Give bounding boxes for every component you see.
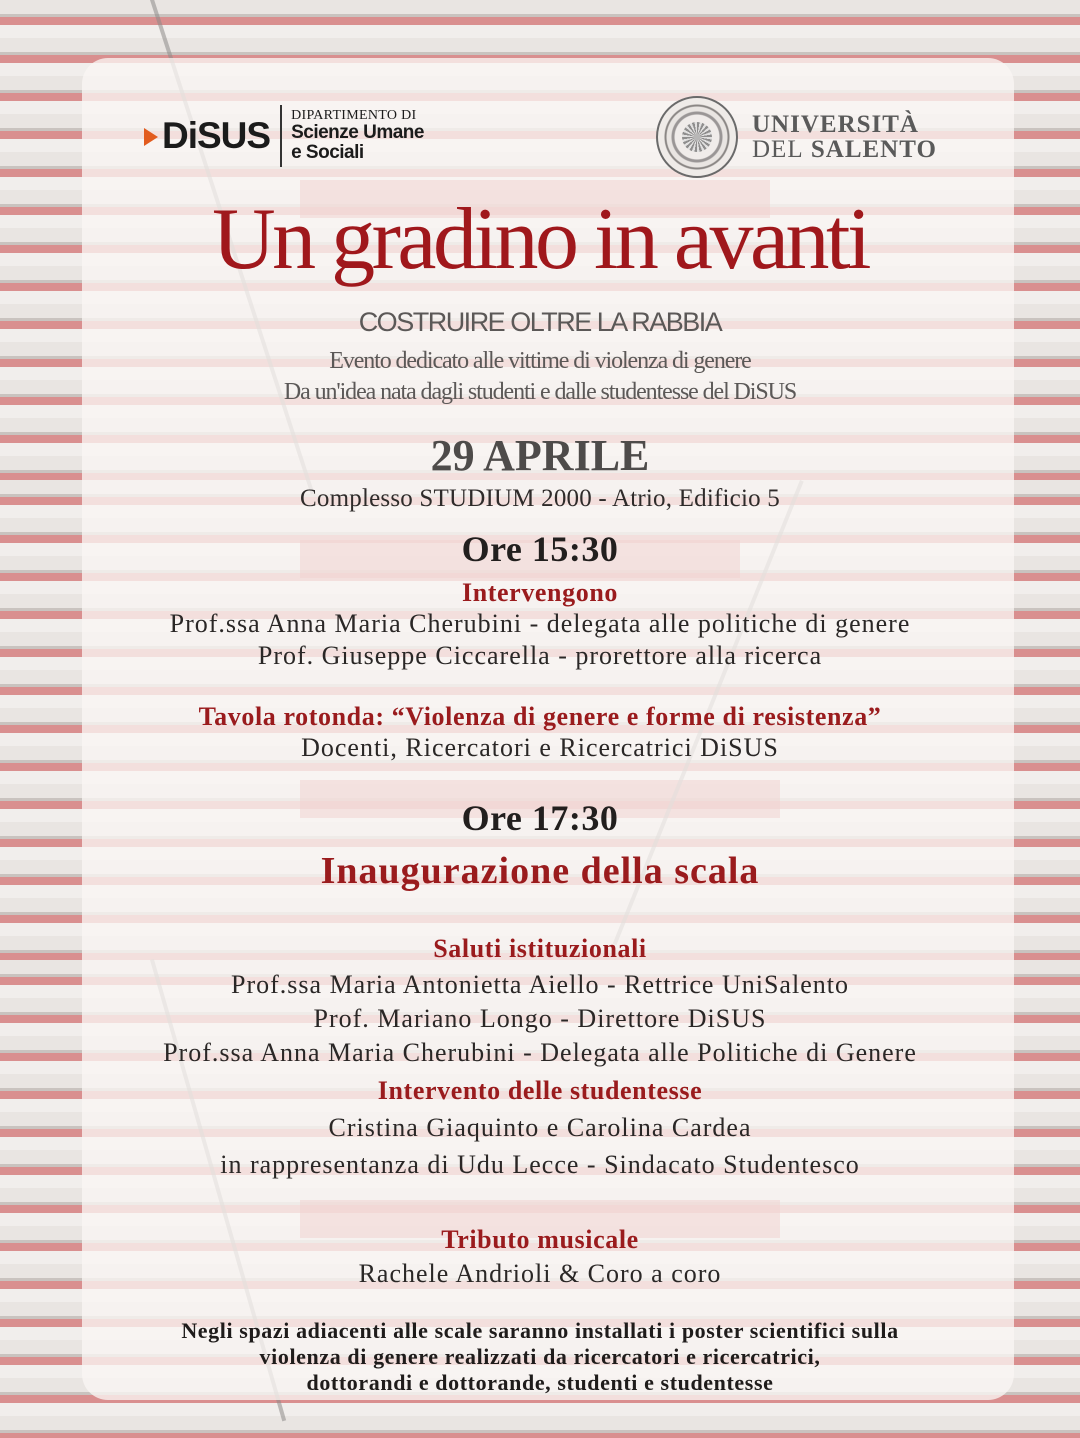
event-title: Un gradino in avanti [212,191,868,288]
roundtable-participants: Docenti, Ricercatori e Ricercatrici DiSUS [301,733,779,762]
poster-note-line: violenza di genere realizzati da ricercatori e ricercatrici, [259,1343,821,1369]
greeting-line: Prof. Mariano Longo - Direttore DiSUS [313,1004,767,1033]
greeting-line: Prof.ssa Anna Maria Cherubini - Delegata alle Politiche di Genere [163,1038,917,1067]
unisalento-logo [656,96,937,178]
uni-line-2-main: SALENTO [810,136,937,163]
event-description [0,346,1080,408]
disus-logo [162,104,424,168]
session-1-time: Ore 15:30 [461,529,619,569]
uni-line-1: UNIVERSITÀ [752,110,919,138]
session-2-time: Ore 17:30 [461,798,619,838]
dept-line-1: Scienze Umane [291,122,424,144]
dept-small-label: DIPARTIMENTO DI [291,107,417,123]
poster-note [0,1318,1080,1396]
event-venue: Complesso STUDIUM 2000 - Atrio, Edificio 5 [300,485,780,512]
students-heading: Intervento delle studentesse [377,1076,703,1105]
university-seal-icon [656,96,738,178]
university-name [752,112,937,163]
disus-brand-text: DiSUS [162,115,271,156]
department-name [291,109,424,164]
music-heading: Tributo musicale [441,1225,639,1254]
event-date: 29 APRILE [430,431,650,480]
description-line-2: Da un'idea nata dagli studenti e dalle studentesse del DiSUS [283,379,797,406]
greetings-heading: Saluti istituzionali [433,934,647,963]
speaker-line: Prof.ssa Anna Maria Cherubini - delegata alle politiche di genere [169,609,911,638]
music-performers: Rachele Andrioli & Coro a coro [358,1259,722,1288]
greeting-line: Prof.ssa Maria Antonietta Aiello - Rettrice UniSalento [231,970,849,999]
poster-note-line: Negli spazi adiacenti alle scale saranno installati i poster scientifici sulla [181,1318,899,1343]
dept-line-2: e Sociali [291,142,364,164]
disus-wordmark [162,115,270,157]
play-icon [144,128,158,146]
description-line-1: Evento dedicato alle vittime di violenza di genere [329,348,751,374]
speaker-line: Prof. Giuseppe Ciccarella - prorettore alla ricerca [257,641,823,670]
uni-line-2-prefix: DEL [752,136,804,163]
roundtable-heading: Tavola rotonda: “Violenza di genere e forme di resistenza” [198,702,882,731]
uni-line-2 [752,137,937,163]
logo-divider [280,105,282,167]
event-subtitle: COSTRUIRE OLTRE LA RABBIA [358,307,722,337]
student-line: in rappresentanza di Udu Lecce - Sindacato Studentesco [220,1150,860,1179]
poster-note-line: dottorandi e dottorande, studenti e studentesse [306,1369,774,1395]
inauguration-headline: Inaugurazione della scala [320,850,760,892]
speakers-heading: Intervengono [462,578,618,607]
student-line: Cristina Giaquinto e Carolina Cardea [328,1113,752,1142]
